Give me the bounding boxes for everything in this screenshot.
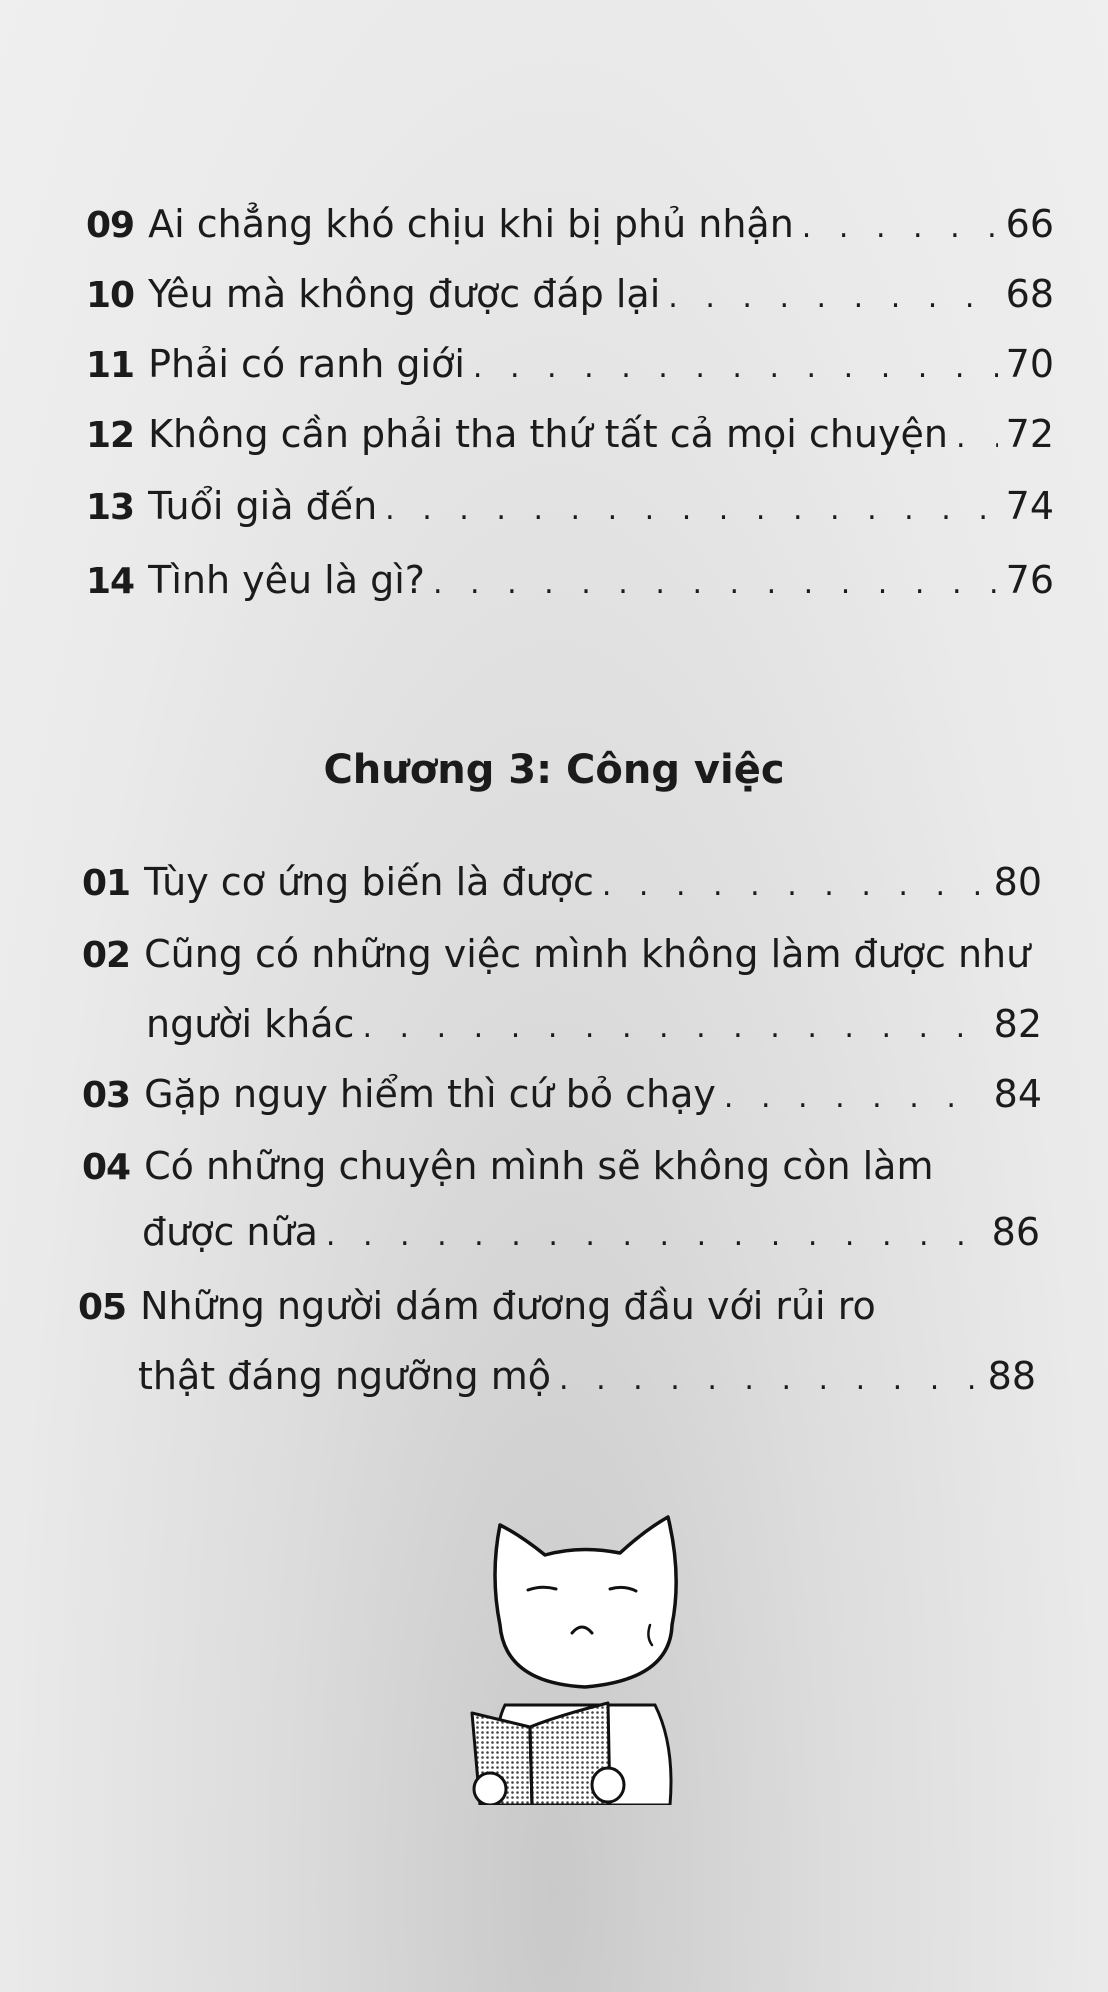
- entry-title: Những người dám đương đầu với rủi ro: [140, 1284, 876, 1328]
- toc-entry-04-line1[interactable]: [82, 1142, 933, 1192]
- toc-entry-13[interactable]: [86, 482, 1054, 534]
- entry-title: Không cần phải tha thứ tất cả mọi chuyện: [148, 412, 948, 456]
- entry-number: 05: [78, 1287, 127, 1328]
- entry-title: Cũng có những việc mình không làm được như: [144, 932, 1031, 976]
- toc-entry-03[interactable]: [82, 1070, 1042, 1122]
- dot-leader: [362, 1004, 985, 1052]
- entry-number: 14: [86, 561, 135, 602]
- entry-title-continued: người khác: [146, 1002, 355, 1046]
- entry-title: Tình yêu là gì?: [148, 558, 425, 602]
- toc-entry-05-line2[interactable]: [138, 1352, 1036, 1404]
- dot-leader: [602, 862, 986, 910]
- toc-entry-09[interactable]: [86, 200, 1054, 252]
- toc-entry-02-line1[interactable]: [82, 930, 1030, 980]
- entry-page-number: 72: [1005, 412, 1054, 456]
- entry-page-number: 82: [993, 1002, 1042, 1046]
- entry-title-continued: được nữa: [142, 1210, 318, 1254]
- dot-leader: [956, 414, 998, 462]
- entry-title: Tuổi già đến: [148, 484, 378, 528]
- dot-leader: [668, 274, 997, 322]
- dot-leader: [385, 486, 997, 534]
- toc-entry-10[interactable]: [86, 270, 1054, 322]
- entry-page-number: 80: [993, 860, 1042, 904]
- entry-number: 10: [86, 275, 135, 316]
- toc-entry-14[interactable]: [86, 556, 1054, 608]
- dot-leader: [724, 1074, 986, 1122]
- dot-leader: [559, 1356, 980, 1404]
- entry-title: Tùy cơ ứng biến là được: [144, 860, 594, 904]
- entry-title-continued: thật đáng ngưỡng mộ: [138, 1354, 552, 1398]
- entry-title: Phải có ranh giới: [148, 342, 465, 386]
- toc-entry-04-line2[interactable]: [142, 1208, 1040, 1260]
- entry-number: 11: [86, 345, 135, 386]
- toc-entry-05-line1[interactable]: [78, 1282, 876, 1332]
- toc-entry-01[interactable]: [82, 858, 1042, 910]
- entry-number: 02: [82, 935, 131, 976]
- dot-leader: [802, 204, 998, 252]
- entry-number: 03: [82, 1075, 131, 1116]
- entry-page-number: 66: [1005, 202, 1054, 246]
- entry-page-number: 88: [987, 1354, 1036, 1398]
- entry-title: Ai chẳng khó chịu khi bị phủ nhận: [148, 202, 794, 246]
- entry-title: Yêu mà không được đáp lại: [148, 272, 661, 316]
- entry-number: 04: [82, 1147, 131, 1188]
- entry-page-number: 74: [1005, 484, 1054, 528]
- entry-page-number: 86: [991, 1210, 1040, 1254]
- entry-number: 13: [86, 487, 135, 528]
- entry-title: Có những chuyện mình sẽ không còn làm: [144, 1144, 934, 1188]
- toc-entry-02-line2[interactable]: [146, 1000, 1042, 1052]
- dot-leader: [326, 1212, 984, 1260]
- cat-reading-book-icon: [460, 1505, 700, 1805]
- entry-page-number: 68: [1005, 272, 1054, 316]
- toc-entry-11[interactable]: [86, 340, 1054, 392]
- toc-entry-12[interactable]: [86, 410, 1054, 462]
- entry-number: 01: [82, 863, 131, 904]
- dot-leader: [473, 344, 998, 392]
- entry-page-number: 84: [993, 1072, 1042, 1116]
- entry-number: 12: [86, 415, 135, 456]
- entry-number: 09: [86, 205, 135, 246]
- entry-page-number: 76: [1005, 558, 1054, 602]
- dot-leader: [433, 560, 998, 608]
- entry-title: Gặp nguy hiểm thì cứ bỏ chạy: [144, 1072, 716, 1116]
- entry-page-number: 70: [1005, 342, 1054, 386]
- chapter-heading: Chương 3: Công việc: [323, 747, 785, 793]
